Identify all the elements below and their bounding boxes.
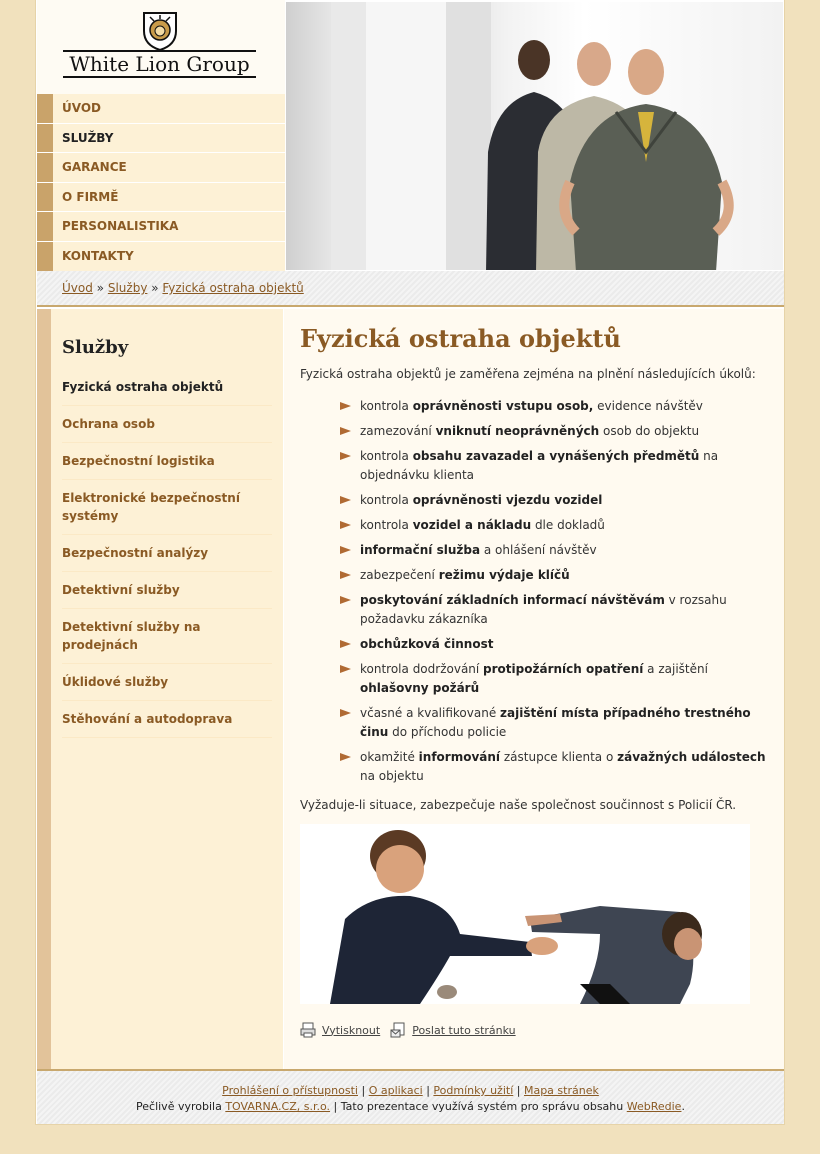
task-emphasis: vozidel a nákladu xyxy=(412,518,532,532)
page xyxy=(35,0,785,1125)
task-text: a zajištění xyxy=(643,662,708,676)
task-text: do příchodu policie xyxy=(388,725,507,739)
task-emphasis: obchůzková činnost xyxy=(360,637,494,651)
security-team-illustration xyxy=(466,32,766,270)
print-link[interactable] xyxy=(300,1022,380,1038)
task-emphasis: vniknutí neoprávněných xyxy=(435,424,600,438)
sidebar-item-5[interactable]: Detektivní služby xyxy=(62,572,272,609)
task-list-item xyxy=(340,748,768,786)
breadcrumb-link-services[interactable]: Služby xyxy=(107,281,148,295)
footer-link-tovarna[interactable]: TOVARNA.CZ, s.r.o. xyxy=(225,1100,331,1113)
send-page-label: Poslat tuto stránku xyxy=(412,1023,516,1037)
nav-item-3[interactable]: O FIRMĚ xyxy=(37,183,285,213)
task-list-item xyxy=(340,591,768,629)
task-emphasis: poskytování základních informací návštěvám xyxy=(360,593,665,607)
lion-emblem-icon xyxy=(138,11,182,51)
task-text: osob do objektu xyxy=(599,424,700,438)
task-list-item xyxy=(340,635,768,654)
task-text: kontrola xyxy=(360,449,413,463)
logo-text: White Lion Group xyxy=(63,50,256,78)
task-list xyxy=(340,397,768,786)
breadcrumb-link-home[interactable]: Úvod xyxy=(62,281,93,295)
task-list-item xyxy=(340,704,768,742)
footer-link-about-app[interactable]: O aplikaci xyxy=(368,1084,423,1097)
print-label: Vytisknout xyxy=(322,1023,381,1037)
task-emphasis: obsahu zavazadel a vynášených předmětů xyxy=(412,449,700,463)
main-content xyxy=(284,309,784,1069)
task-text: kontrola xyxy=(360,493,413,507)
send-page-link[interactable] xyxy=(390,1022,515,1038)
task-emphasis: informování xyxy=(418,750,501,764)
sidebar-item-6[interactable]: Detektivní služby na prodejnách xyxy=(62,609,272,664)
task-list-item xyxy=(340,491,768,510)
sidebar-item-0[interactable]: Fyzická ostraha objektů xyxy=(62,369,272,406)
footer-credits xyxy=(37,1099,784,1115)
task-emphasis: režimu výdaje klíčů xyxy=(438,568,570,582)
task-list-item xyxy=(340,541,768,560)
logo[interactable] xyxy=(37,0,285,94)
intro-text: Fyzická ostraha objektů je zaměřena zejména na plnění následujících úkolů: xyxy=(300,367,756,381)
breadcrumb-separator: » xyxy=(96,281,105,295)
task-text: kontrola xyxy=(360,518,413,532)
task-list-item xyxy=(340,516,768,535)
task-text: v rozsahu požadavku zákazníka xyxy=(360,593,727,626)
task-emphasis: ohlašovny požárů xyxy=(360,681,480,695)
sidebar-item-1[interactable]: Ochrana osob xyxy=(62,406,272,443)
page-title: Fyzická ostraha objektů xyxy=(300,324,621,353)
task-emphasis: informační služba xyxy=(360,543,481,557)
sidebar-item-4[interactable]: Bezpečnostní analýzy xyxy=(62,535,272,572)
task-text: zabezpečení xyxy=(360,568,439,582)
footer-link-sitemap[interactable]: Mapa stránek xyxy=(523,1084,599,1097)
breadcrumb xyxy=(37,271,784,307)
nav-item-2[interactable]: GARANCE xyxy=(37,153,285,183)
outro-text: Vyžaduje-li situace, zabezpečuje naše společnost součinnost s Policií ČR. xyxy=(300,798,737,812)
task-emphasis: závažných událostech xyxy=(617,750,766,764)
task-text: a ohlášení návštěv xyxy=(480,543,597,557)
sidebar-item-3[interactable]: Elektronické bezpečnostní systémy xyxy=(62,480,272,535)
breadcrumb-separator: » xyxy=(151,281,159,295)
page-actions xyxy=(300,1022,768,1038)
task-list-item xyxy=(340,566,768,585)
nav-item-5[interactable]: KONTAKTY xyxy=(37,242,285,272)
printer-icon xyxy=(300,1022,316,1038)
nav-item-4[interactable]: PERSONALISTIKA xyxy=(37,212,285,242)
footer xyxy=(37,1069,784,1124)
footer-made-by: Pečlivě vyrobila xyxy=(136,1100,222,1113)
task-text: na objednávku klienta xyxy=(360,449,719,482)
sidebar-item-7[interactable]: Úklidové služby xyxy=(62,664,272,701)
self-defense-photo xyxy=(300,824,750,1004)
hero-image xyxy=(286,2,783,270)
footer-links: Prohlášení o přístupnosti | O aplikaci | Podmínky užití | Mapa stránek xyxy=(222,1084,599,1097)
sidebar xyxy=(37,309,283,1069)
sidebar-list xyxy=(62,369,272,738)
footer-link-accessibility[interactable]: Prohlášení o přístupnosti xyxy=(222,1084,358,1097)
task-text: kontrola xyxy=(360,399,413,413)
breadcrumb-link-current[interactable]: Fyzická ostraha objektů xyxy=(162,281,304,295)
task-list-item xyxy=(340,397,768,416)
task-text: včasné a kvalifikované xyxy=(360,706,501,720)
nav-item-1[interactable]: SLUŽBY xyxy=(37,124,285,154)
sidebar-item-2[interactable]: Bezpečnostní logistika xyxy=(62,443,272,480)
footer-end: . xyxy=(681,1100,685,1113)
task-emphasis: oprávněnosti vjezdu vozidel xyxy=(412,493,603,507)
sidebar-title: Služby xyxy=(62,337,129,358)
task-emphasis: protipožárních opatření xyxy=(483,662,644,676)
task-text: na objektu xyxy=(360,769,424,783)
sidebar-item-8[interactable]: Stěhování a autodoprava xyxy=(62,701,272,738)
footer-system-text: | Tato prezentace využívá systém pro správu obsahu xyxy=(333,1100,624,1113)
task-list-item xyxy=(340,422,768,441)
send-page-icon xyxy=(390,1022,406,1038)
task-list-item xyxy=(340,660,768,698)
task-text: zamezování xyxy=(360,424,436,438)
task-emphasis: oprávněnosti vstupu osob, xyxy=(412,399,594,413)
task-list-item xyxy=(340,447,768,485)
footer-link-webredie[interactable]: WebRedie xyxy=(626,1100,682,1113)
task-text: dle dokladů xyxy=(531,518,605,532)
main-nav xyxy=(37,94,285,272)
footer-link-terms[interactable]: Podmínky užití xyxy=(433,1084,514,1097)
task-text: zástupce klienta o xyxy=(500,750,618,764)
task-emphasis: zajištění místa případného trestného činu xyxy=(360,706,751,739)
task-text: okamžité xyxy=(360,750,419,764)
task-text: evidence návštěv xyxy=(593,399,703,413)
nav-item-0[interactable]: ÚVOD xyxy=(37,94,285,124)
task-text: kontrola dodržování xyxy=(360,662,484,676)
